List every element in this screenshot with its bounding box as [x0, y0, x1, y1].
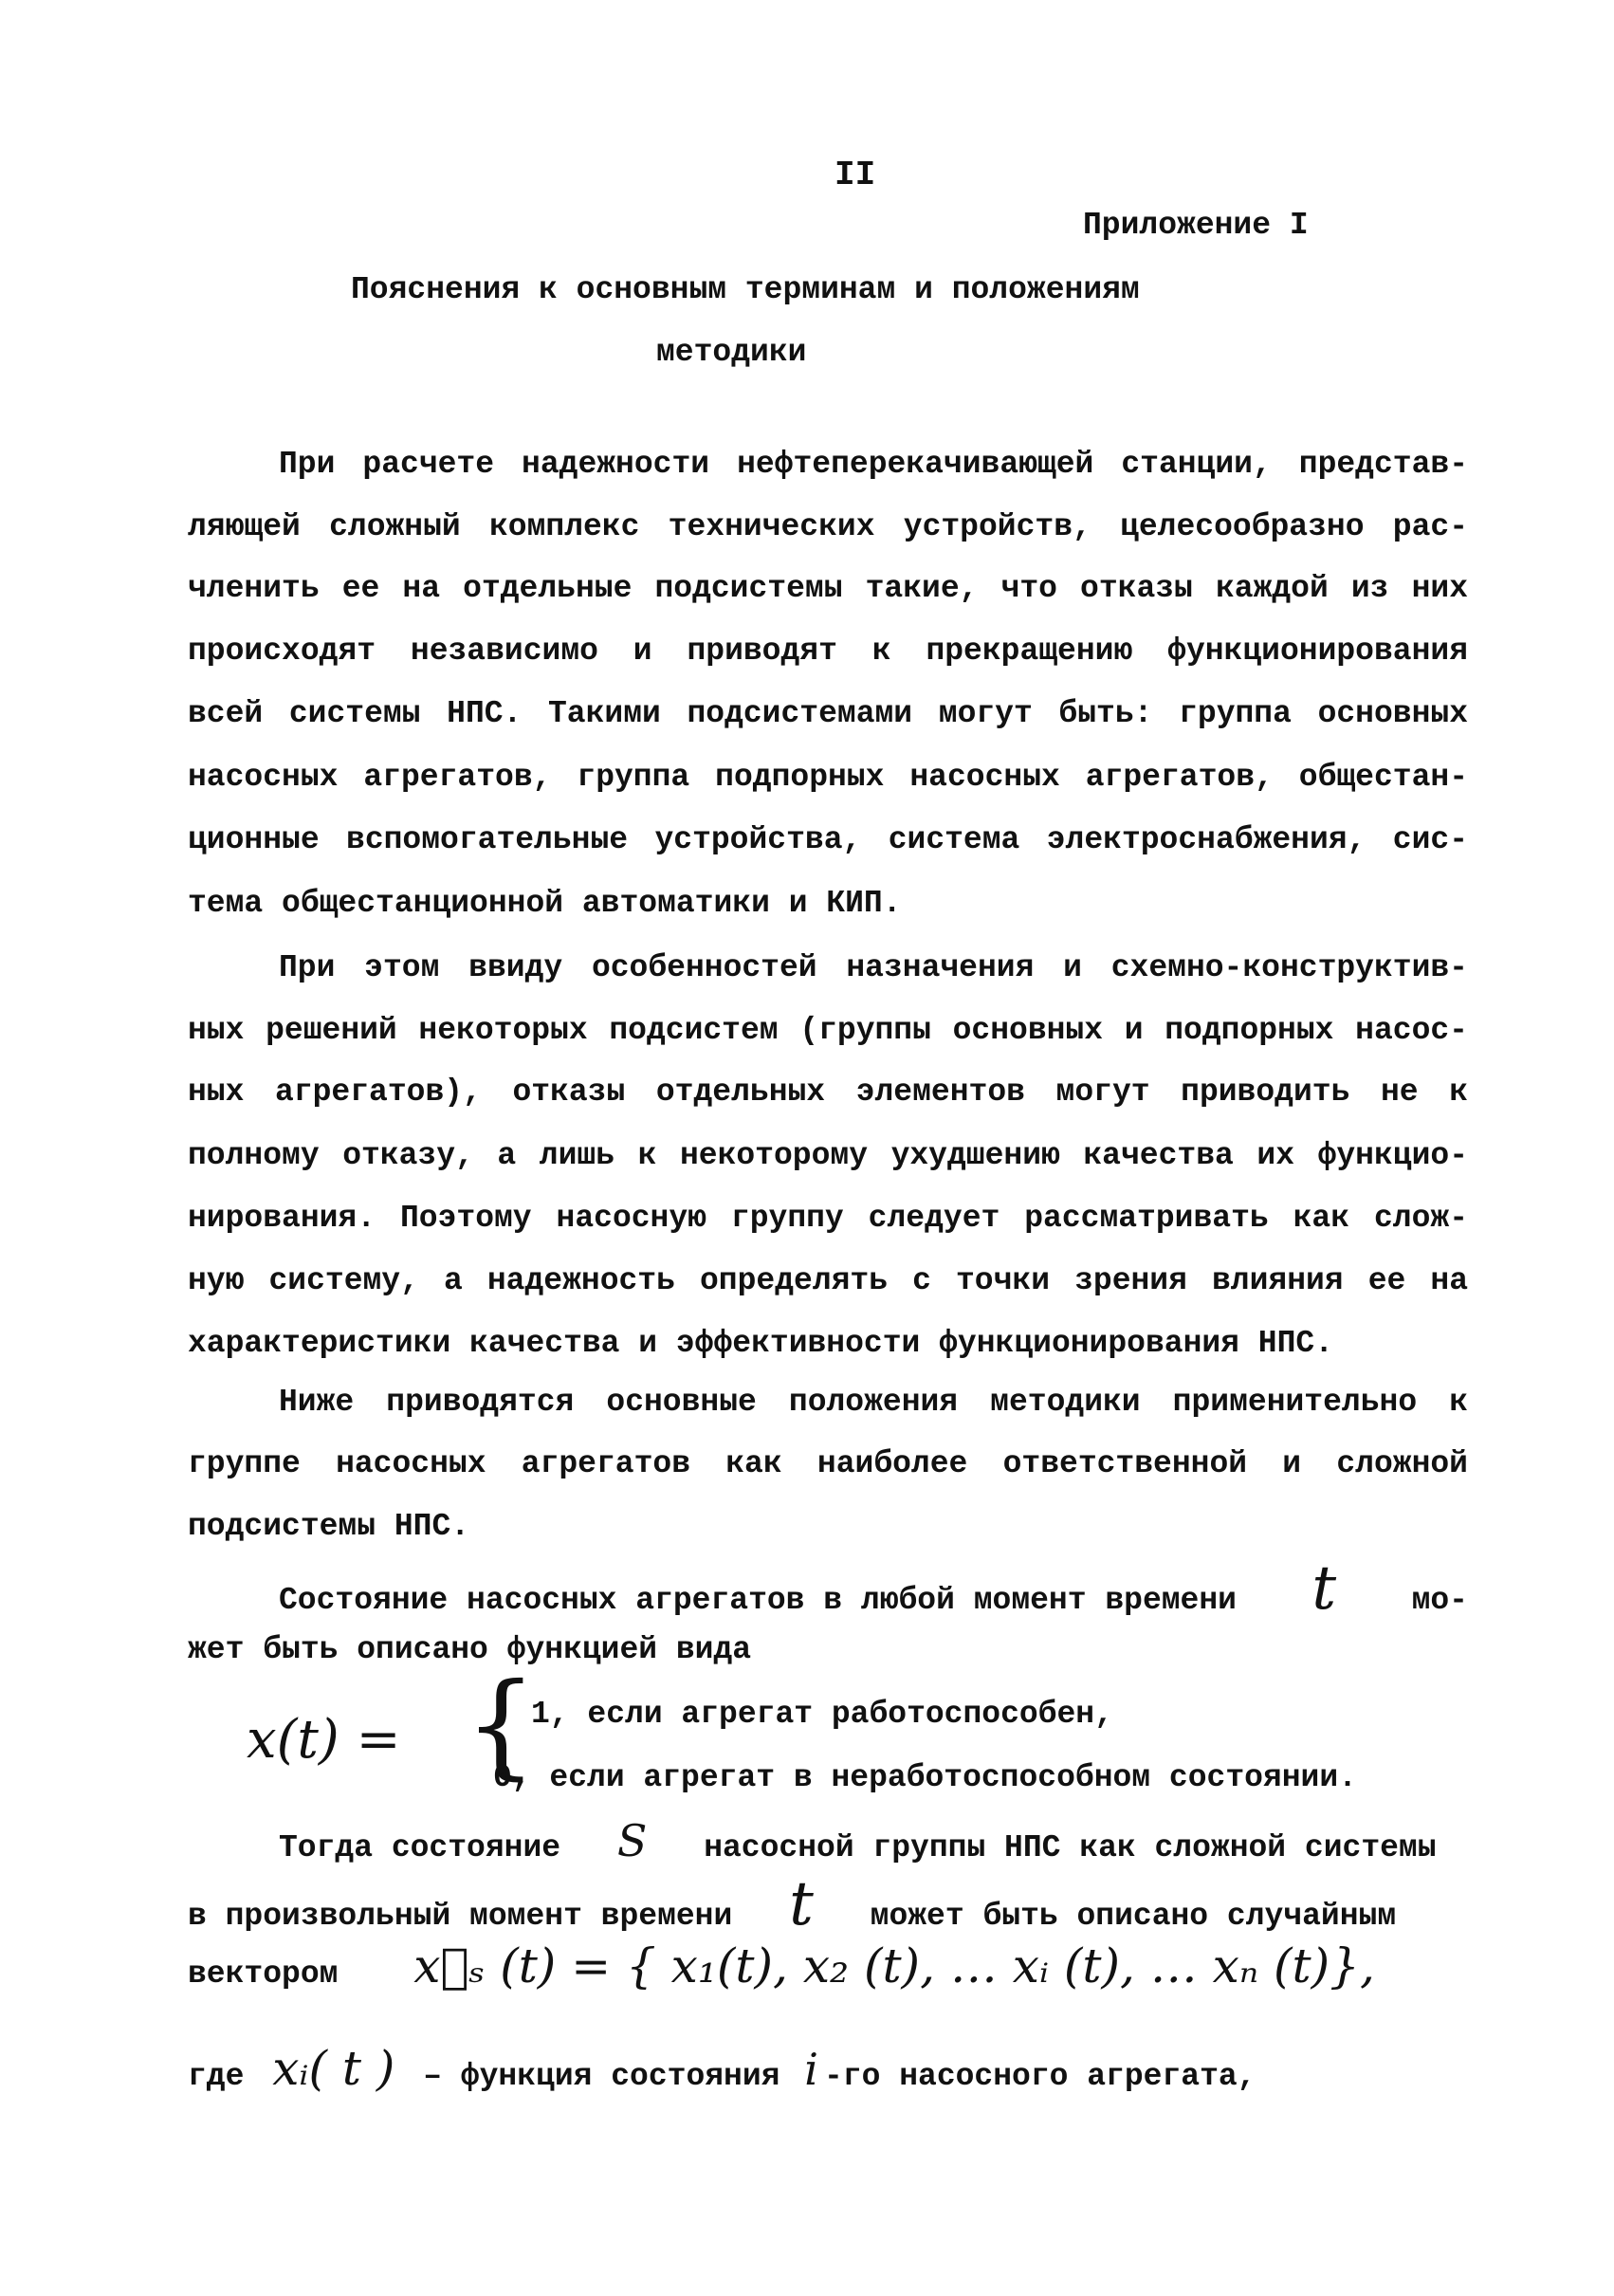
- text: где: [188, 2059, 245, 2094]
- math-xi-t: xᵢ( t ): [272, 2041, 395, 2096]
- text: Тогда состояние: [279, 1830, 561, 1865]
- p5-line-2: [188, 1869, 1397, 1939]
- paragraph2-line: характеристики качества и эффективности функционирования НПС.: [188, 1326, 1333, 1361]
- paragraph1-line: ляющей сложный комплекс технических устройств, целесообразно рас-: [188, 509, 1468, 544]
- brace-icon: {: [465, 1660, 538, 1791]
- math-variable-s: S: [616, 1815, 648, 1866]
- paragraph3-line: группе насосных агрегатов как наиболее ответственной и сложной: [188, 1446, 1468, 1481]
- paragraph2-line: полному отказу, а лишь к некоторому ухудшению качества их функцио-: [188, 1138, 1468, 1173]
- paragraph3-line: Ниже приводятся основные положения методики применительно к: [279, 1385, 1468, 1420]
- text: может быть описано случайным: [870, 1899, 1397, 1934]
- math-variable-t: t: [789, 1869, 814, 1939]
- paragraph2-line: При этом ввиду особенностей назначения и схемно-конструктив-: [279, 950, 1468, 985]
- formula-case-1: 1, если агрегат работоспособен,: [531, 1697, 1113, 1732]
- paragraph1-line: происходят независимо и приводят к прекращению функционирования: [188, 634, 1468, 669]
- paragraph1-line: всей системы НПС. Такими подсистемами могут быть: группа основных: [188, 696, 1468, 731]
- text: – функция состояния: [423, 2059, 780, 2094]
- paragraph2-line: ных агрегатов), отказы отдельных элементов могут приводить не к: [188, 1075, 1468, 1110]
- paragraph3-line: подсистемы НПС.: [188, 1509, 470, 1544]
- page-number: II: [835, 156, 876, 194]
- text: Состояние насосных агрегатов в любой момент времени: [279, 1583, 1237, 1618]
- text: насосной группы НПС как сложной системы: [704, 1830, 1437, 1865]
- p5-line-4: [188, 2041, 1256, 2096]
- math-variable-i: i: [804, 2044, 818, 2095]
- paragraph2-line: нирования. Поэтому насосную группу следует рассматривать как слож-: [188, 1201, 1468, 1236]
- p4-line-2: жет быть описано функцией вида: [188, 1632, 752, 1667]
- p5-line-3: [188, 1938, 1375, 1993]
- p5-line-1: [279, 1815, 1437, 1867]
- text: -го насосного агрегата,: [824, 2059, 1256, 2094]
- paragraph2-line: ную систему, а надежность определять с точки зрения влияния ее на: [188, 1263, 1468, 1298]
- text: мо-: [1411, 1583, 1468, 1618]
- title-line-1: Пояснения к основным терминам и положениям: [351, 272, 1140, 307]
- math-variable-t: t: [1311, 1553, 1337, 1624]
- paragraph1-line: членить ее на отдельные подсистемы такие, что отказы каждой из них: [188, 571, 1468, 606]
- formula-lhs: x(t) =: [247, 1709, 401, 1771]
- paragraph1-line: тема общестанционной автоматики и КИП.: [188, 886, 902, 921]
- p4-line-1: [279, 1553, 1468, 1624]
- appendix-label: Приложение I: [1083, 208, 1309, 243]
- formula-case-2: 0, если агрегат в неработоспособном состоянии.: [493, 1760, 1357, 1795]
- text: вектором: [188, 1956, 339, 1992]
- vector-formula: x⃗ₛ (t) = { x₁(t), x₂ (t), … xᵢ (t), … xₙ (t)},: [413, 1938, 1375, 1993]
- title-line-2: методики: [656, 335, 807, 370]
- paragraph1-line: ционные вспомогательные устройства, система электроснабжения, сис-: [188, 822, 1468, 857]
- paragraph1-line: При расчете надежности нефтеперекачивающей станции, представ-: [279, 447, 1468, 482]
- paragraph1-line: насосных агрегатов, группа подпорных насосных агрегатов, общестан-: [188, 760, 1468, 795]
- text: в произвольный момент времени: [188, 1899, 733, 1934]
- paragraph2-line: ных решений некоторых подсистем (группы основных и подпорных насос-: [188, 1013, 1468, 1048]
